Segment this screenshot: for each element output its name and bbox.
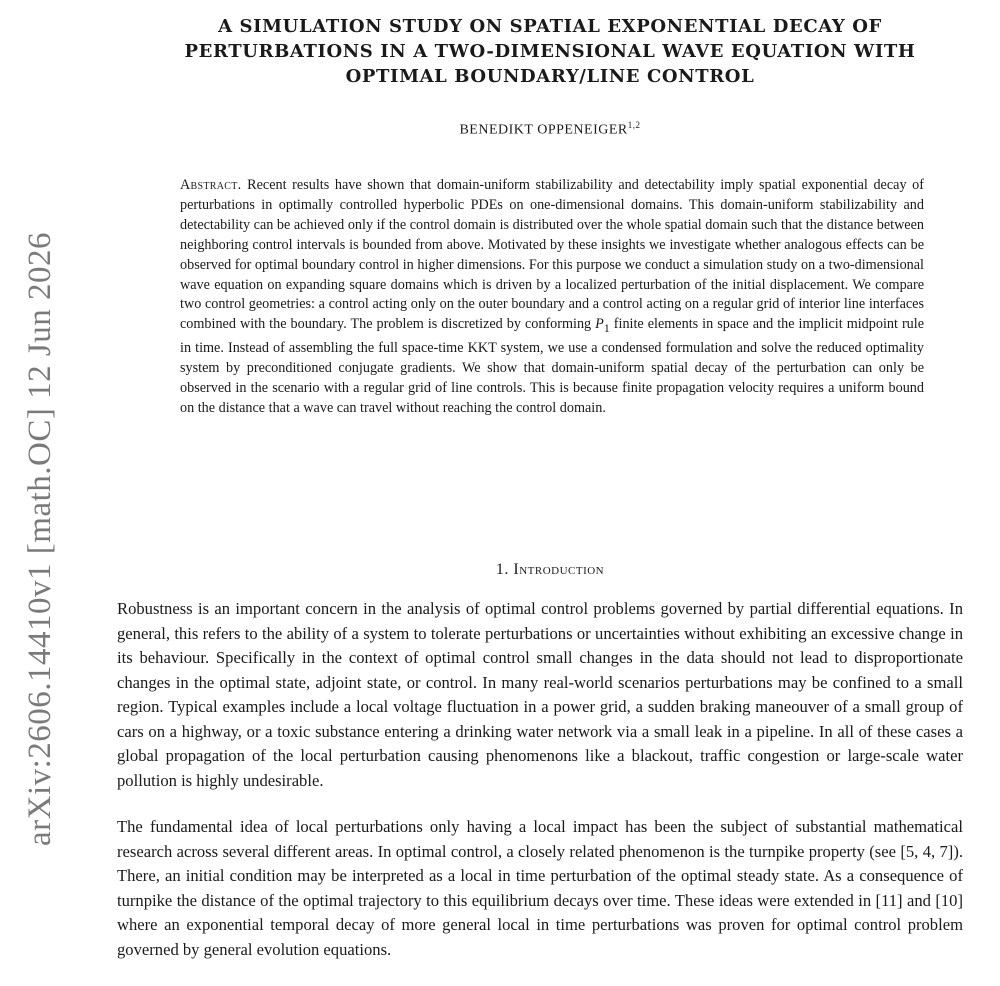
- section-number: 1.: [495, 561, 509, 578]
- arxiv-identifier-stamp: [20, 170, 60, 850]
- intro-paragraph-1: Robustness is an important concern in the analysis of optimal control problems governed by partial differential equations. In general, this refers to the ability of a system to tolerate perturbations or uncertainties without exhibiting an excessive change in its behaviour. Specifically in the context of optimal control small changes in the data should not lead to disproportionate changes in the optimal state, adjoint state, or control. In many real-world scenarios perturbations may be confined to a small region. Typical examples include a local voltage fluctuation in a power grid, a sudden braking maneouver of a small group of cars on a highway, or a toxic substance entering a drinking water network via a small leak in a pipeline. In all of these cases a global propagation of the local perturbation causing phenomenons like a blackout, traffic congestion or large-scale water pollution is highly undesirable.: [117, 599, 963, 790]
- abstract-text-part-2: finite elements in space and the implicit midpoint rule in time. Instead of assembling the full space-time KKT system, we use a condensed formulation and solve the reduced optimality system by preconditioned conjugate gradients. We show that domain-uniform spatial decay of the perturbation can only be observed in the scenario with a regular grid of line controls. This is because finite propagation velocity requires a uniform bound on the distance that a wave can travel without reaching the control domain.: [180, 316, 924, 416]
- paper-title: A SIMULATION STUDY ON SPATIAL EXPONENTIAL DECAY OF PERTURBATIONS IN A TWO-DIMENSIONAL WAVE EQUATION WITH OPTIMAL BOUNDARY/LINE CONTROL: [184, 16, 916, 87]
- abstract-text-part-1: Recent results have shown that domain-uniform stabilizability and detectability imply spatial exponential decay of perturbations in optimally controlled hyperbolic PDEs on one-dimensional domains. This domain-uniform stabilizability and detectability can be achieved only if the control domain is distributed over the whole spatial domain such that the distance between neighboring control intervals is bounded from above. Motivated by these insights we investigate whether analogous effects can be observed for optimal boundary control in higher dimensions. For this purpose we conduct a simulation study on a two-dimensional wave equation on expanding square domains which is driven by a localized perturbation of the initial displacement. We compare two control geometries: a control acting only on the outer boundary and a control acting on a regular grid of interior line interfaces combined with the boundary. The problem is discretized by conforming: [180, 177, 924, 333]
- abstract-label: Abstract.: [180, 177, 242, 193]
- author-name: BENEDIKT OPPENEIGER: [459, 122, 628, 138]
- author-line: [140, 120, 960, 139]
- intro-paragraph-2: The fundamental idea of local perturbations only having a local impact has been the subject of substantial mathematical research across several different areas. In optimal control, a closely related phenomenon is the turnpike property (see [5, 4, 7]). There, an initial condition may be interpreted as a local in time perturbation of the optimal steady state. As a consequence of turnpike the distance of the optimal trajectory to this equilibrium decays over time. These ideas were extended in [11] and [10] where an exponential temporal decay of more general local in time perturbations was proven for optimal control problem governed by general evolution equations.: [117, 817, 963, 959]
- math-p-symbol: P: [595, 316, 604, 333]
- author-affiliation-marks: 1,2: [627, 120, 641, 130]
- math-p-subscript: 1: [603, 321, 610, 336]
- section-title: Introduction: [513, 561, 605, 578]
- section-heading-introduction: [140, 561, 960, 579]
- abstract: [180, 176, 924, 419]
- arxiv-identifier-text: arXiv:2606.14410v1 [math.OC] 12 Jun 2026: [22, 232, 58, 846]
